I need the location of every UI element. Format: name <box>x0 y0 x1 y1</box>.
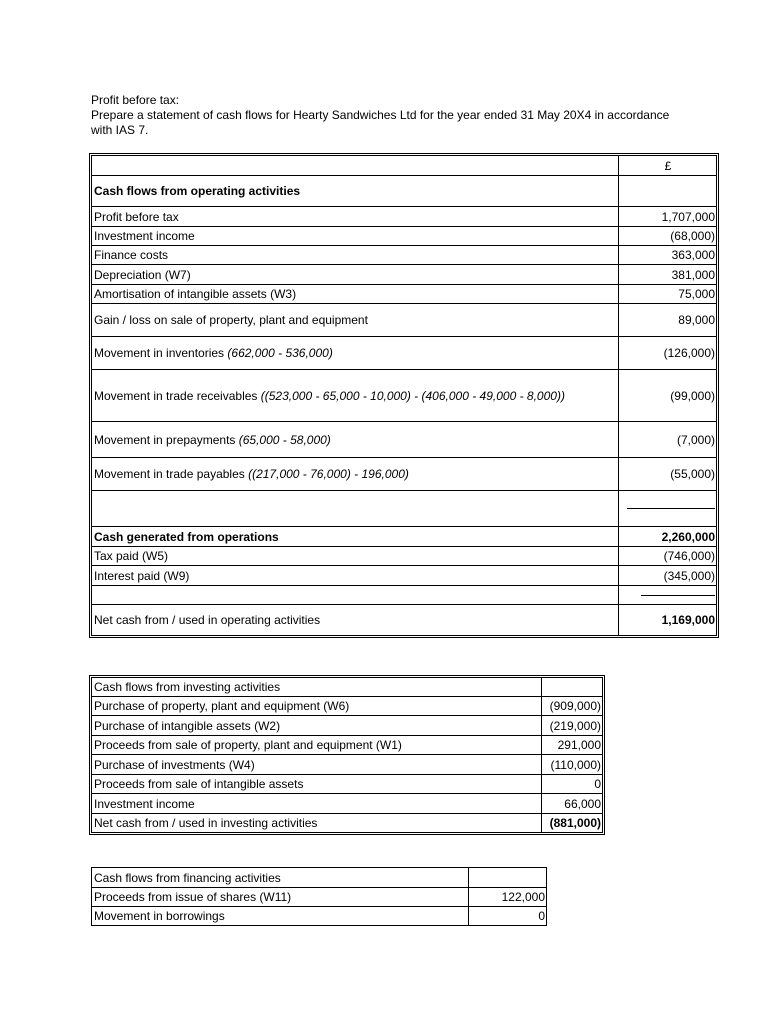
row-amount: 89,000 <box>619 304 717 337</box>
operating-activities-table <box>91 155 717 636</box>
table-row <box>92 337 717 370</box>
table-row <box>92 794 603 814</box>
row-note: (662,000 - 536,000) <box>227 346 333 360</box>
intro-line-1: Profit before tax: <box>91 93 180 107</box>
cash-generated-label: Cash generated from operations <box>92 527 619 547</box>
table-row <box>92 285 717 304</box>
table-row <box>92 458 717 491</box>
row-label: Purchase of investments (W4) <box>92 755 542 775</box>
table-row <box>92 422 717 458</box>
table-row <box>92 716 603 736</box>
row-label: Movement in trade receivables ((523,000 - 65,000 - 10,000) - (406,000 - 49,000 - 8,000)) <box>92 370 619 422</box>
table-row <box>92 566 717 586</box>
row-label: Amortisation of intangible assets (W3) <box>92 285 619 304</box>
interest-paid-label: Interest paid (W9) <box>92 566 619 586</box>
row-label: Purchase of property, plant and equipment (W6) <box>92 697 542 716</box>
row-amount: (68,000) <box>619 227 717 246</box>
cash-generated-amount: 2,260,000 <box>619 527 717 547</box>
table-row <box>92 697 603 716</box>
financing-section-title: Cash flows from financing activities <box>92 868 469 888</box>
row-amount: 1,707,000 <box>619 207 717 227</box>
currency-header: £ <box>619 156 717 176</box>
row-amount: 291,000 <box>542 736 603 755</box>
row-amount: 122,000 <box>469 888 547 907</box>
net-investing-amount: (881,000) <box>542 814 603 833</box>
table-row <box>92 605 717 636</box>
row-amount: 363,000 <box>619 246 717 265</box>
row-label: Gain / loss on sale of property, plant and equipment <box>92 304 619 337</box>
row-label: Movement in trade payables ((217,000 - 76,000) - 196,000) <box>92 458 619 491</box>
table-row <box>92 304 717 337</box>
row-amount: (55,000) <box>619 458 717 491</box>
subtotal-rule <box>627 508 715 509</box>
subtotal-rule-cell <box>619 586 717 605</box>
table-row <box>92 755 603 775</box>
table-row <box>92 527 717 547</box>
row-label: Investment income <box>92 227 619 246</box>
table-row <box>92 265 717 285</box>
row-label: Movement in inventories (662,000 - 536,000) <box>92 337 619 370</box>
row-note: (65,000 - 58,000) <box>238 432 331 447</box>
row-label: Movement in prepayments (65,000 - 58,000) <box>92 422 619 458</box>
row-amount: (99,000) <box>619 370 717 422</box>
table-row <box>92 907 547 926</box>
row-label: Movement in borrowings <box>92 907 469 926</box>
table-row <box>92 814 603 833</box>
row-note: ((217,000 - 76,000) - 196,000) <box>248 467 409 481</box>
investing-activities-table <box>91 677 603 833</box>
operating-section-title: Cash flows from operating activities <box>92 176 619 207</box>
row-amount: (219,000) <box>542 716 603 736</box>
row-amount: (7,000) <box>619 422 717 458</box>
net-operating-label: Net cash from / used in operating activities <box>92 605 619 636</box>
interest-paid-amount: (345,000) <box>619 566 717 586</box>
intro-text <box>91 93 691 138</box>
net-investing-label: Net cash from / used in investing activities <box>92 814 542 833</box>
table-row <box>92 547 717 566</box>
row-label: Proceeds from sale of intangible assets <box>92 775 542 794</box>
table-row <box>92 888 547 907</box>
financing-activities-table <box>91 867 547 926</box>
row-label: Proceeds from issue of shares (W11) <box>92 888 469 907</box>
net-operating-amount: 1,169,000 <box>619 605 717 636</box>
table-row <box>92 736 603 755</box>
row-label: Proceeds from sale of property, plant and equipment (W1) <box>92 736 542 755</box>
intro-line-2: Prepare a statement of cash flows for Hearty Sandwiches Ltd for the year ended 31 May 20X4 in accordance with IAS 7. <box>91 108 670 137</box>
blank-spacer-cell <box>92 491 619 527</box>
row-label: Investment income <box>92 794 542 814</box>
row-label: Depreciation (W7) <box>92 265 619 285</box>
row-label: Profit before tax <box>92 207 619 227</box>
row-amount: (909,000) <box>542 697 603 716</box>
row-amount: 0 <box>542 775 603 794</box>
row-note: ((523,000 - 65,000 - 10,000) - (406,000 - 49,000 - 8,000)) <box>260 388 565 403</box>
blank-spacer-cell <box>92 586 619 605</box>
table-row <box>92 775 603 794</box>
row-amount: 0 <box>469 907 547 926</box>
table-row <box>92 207 717 227</box>
table-row <box>92 227 717 246</box>
blank-header-cell <box>92 156 619 176</box>
row-amount: 381,000 <box>619 265 717 285</box>
table-row <box>92 370 717 422</box>
investing-section-title: Cash flows from investing activities <box>92 678 542 697</box>
row-amount: (126,000) <box>619 337 717 370</box>
row-label: Finance costs <box>92 246 619 265</box>
subtotal-rule-cell <box>619 491 717 527</box>
row-amount: 66,000 <box>542 794 603 814</box>
row-label: Purchase of intangible assets (W2) <box>92 716 542 736</box>
subtotal-rule <box>641 595 715 596</box>
tax-paid-amount: (746,000) <box>619 547 717 566</box>
row-amount: (110,000) <box>542 755 603 775</box>
row-amount: 75,000 <box>619 285 717 304</box>
table-row <box>92 246 717 265</box>
tax-paid-label: Tax paid (W5) <box>92 547 619 566</box>
